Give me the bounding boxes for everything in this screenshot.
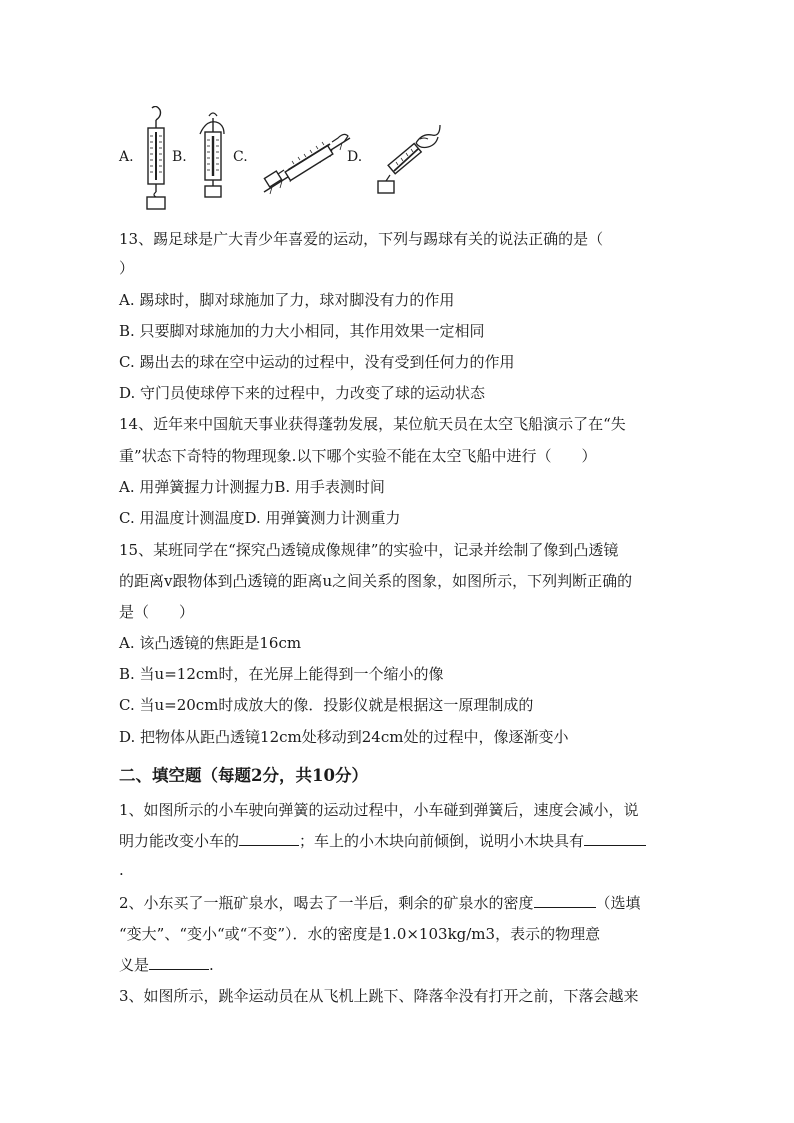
q13-option-b: B. 只要脚对球施加的力大小相同，其作用效果一定相同 [119,322,485,340]
q15-stem-line-1: 15、某班同学在“探究凸透镜成像规律”的实验中，记录并绘制了像到凸透镜 [119,541,619,559]
q14-option-cd: C. 用温度计测温度D. 用弹簧测力计测重力 [119,509,401,527]
f2-blank-1[interactable] [534,893,596,908]
q15-stem-line-2: 的距离v跟物体到凸透镜的距离u之间关系的图象，如图所示，下列判断正确的 [119,572,633,590]
spring-scale-inverted-icon [196,112,230,202]
q14-option-ab: A. 用弹簧握力计测握力B. 用手表测时间 [119,478,385,496]
f2-line-1 [119,893,641,913]
figure-option-c-label: C. [233,149,248,165]
spring-scale-hand-pull-icon [372,119,442,197]
f1-line-2-part-2: ；车上的小木块向前倾倒，说明小木块具有 [299,832,585,850]
q13-option-a: A. 踢球时，脚对球施加了力，球对脚没有力的作用 [119,291,455,309]
figure-option-d-label: D. [347,149,363,165]
f1-line-3: . [119,861,124,879]
f2-line-3-part-1: 义是 [119,956,150,974]
section-2-title: 二、填空题（每题2分，共10分） [119,766,368,785]
f1-blank-2[interactable] [584,831,646,846]
spring-scale-vertical-icon [138,106,174,211]
q15-option-c: C. 当u=20cm时成放大的像．投影仪就是根据这一原理制成的 [119,696,534,714]
q13-option-c: C. 踢出去的球在空中运动的过程中，没有受到任何力的作用 [119,353,515,371]
f1-line-2-part-1: 明力能改变小车的 [119,832,240,850]
q15-option-d: D. 把物体从距凸透镜12cm处移动到24cm处的过程中，像逐渐变小 [119,728,569,746]
q14-stem-line-2: 重”状态下奇特的物理现象.以下哪个实验不能在太空飞船中进行（ ） [119,447,597,465]
f2-line-3-part-2: . [209,956,214,974]
f1-line-2 [119,831,646,851]
q15-option-b: B. 当u=12cm时，在光屏上能得到一个缩小的像 [119,665,444,683]
q13-option-d: D. 守门员使球停下来的过程中，力改变了球的运动状态 [119,384,486,402]
q15-stem-line-3: 是（ ） [119,603,195,621]
f2-blank-2[interactable] [149,955,209,970]
f1-blank-1[interactable] [239,831,299,846]
q14-stem-line-1: 14、近年来中国航天事业获得蓬勃发展，某位航天员在太空飞船演示了在“失 [119,415,626,433]
figure-option-b-label: B. [172,149,187,165]
f2-line-1-part-2: （选填 [595,894,641,912]
q15-option-a: A. 该凸透镜的焦距是16cm [119,634,302,652]
figure-option-a-label: A. [119,149,134,165]
f1-line-1: 1、如图所示的小车驶向弹簧的运动过程中，小车碰到弹簧后，速度会减小，说 [119,801,639,819]
spring-scale-incline-icon [262,124,354,196]
f3-line-1: 3、如图所示，跳伞运动员在从飞机上跳下、降落伞没有打开之前，下落会越来 [119,987,639,1005]
q13-stem-line-1: 13、踢足球是广大青少年喜爱的运动，下列与踢球有关的说法正确的是（ [119,230,604,248]
q13-stem-line-2: ） [119,259,135,277]
f2-line-1-part-1: 2、小东买了一瓶矿泉水，喝去了一半后，剩余的矿泉水的密度 [119,894,534,912]
f2-line-3 [119,955,214,975]
f2-line-2: “变大”、“变小“或“不变”）．水的密度是1.0×103kg/m3，表示的物理意 [119,925,601,943]
